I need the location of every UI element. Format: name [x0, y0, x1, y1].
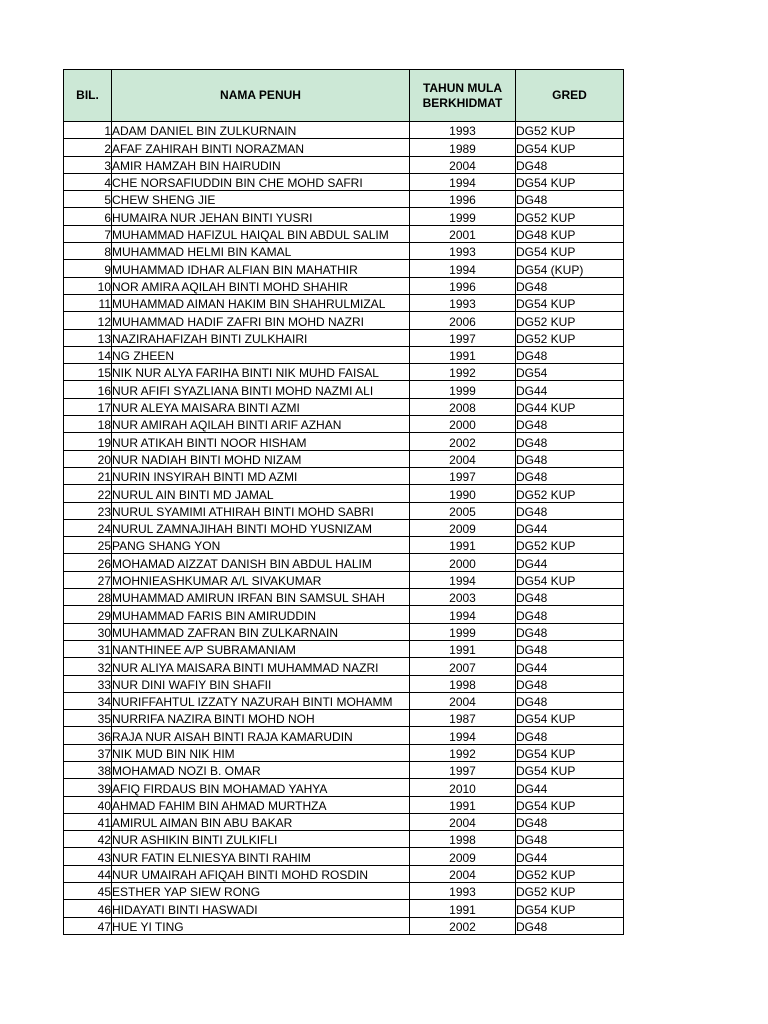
cell-tahun-mula: 1996	[410, 191, 516, 208]
cell-bil: 16	[64, 381, 112, 398]
cell-nama-penuh: NOR AMIRA AQILAH BINTI MOHD SHAHIR	[112, 277, 410, 294]
cell-gred: DG54 KUP	[516, 243, 624, 260]
cell-nama-penuh: AMIR HAMZAH BIN HAIRUDIN	[112, 156, 410, 173]
cell-tahun-mula: 1997	[410, 467, 516, 484]
cell-bil: 37	[64, 744, 112, 761]
cell-nama-penuh: NURUL ZAMNAJIHAH BINTI MOHD YUSNIZAM	[112, 519, 410, 536]
cell-nama-penuh: MOHNIEASHKUMAR A/L SIVAKUMAR	[112, 571, 410, 588]
cell-tahun-mula: 1993	[410, 883, 516, 900]
table-row	[64, 623, 624, 640]
cell-gred: DG44	[516, 519, 624, 536]
cell-tahun-mula: 2004	[410, 813, 516, 830]
table-row	[64, 761, 624, 778]
cell-tahun-mula: 2004	[410, 692, 516, 709]
cell-tahun-mula: 1996	[410, 277, 516, 294]
cell-nama-penuh: MUHAMMAD HADIF ZAFRI BIN MOHD NAZRI	[112, 312, 410, 329]
cell-gred: DG48	[516, 727, 624, 744]
cell-tahun-mula: 1993	[410, 294, 516, 311]
table-row	[64, 831, 624, 848]
cell-bil: 21	[64, 467, 112, 484]
cell-gred: DG48	[516, 433, 624, 450]
table-row	[64, 450, 624, 467]
cell-nama-penuh: NURUL SYAMIMI ATHIRAH BINTI MOHD SABRI	[112, 502, 410, 519]
cell-nama-penuh: MUHAMMAD HAFIZUL HAIQAL BIN ABDUL SALIM	[112, 225, 410, 242]
cell-bil: 12	[64, 312, 112, 329]
cell-bil: 13	[64, 329, 112, 346]
cell-tahun-mula: 1998	[410, 675, 516, 692]
cell-bil: 9	[64, 260, 112, 277]
table-row	[64, 467, 624, 484]
cell-bil: 40	[64, 796, 112, 813]
table-row	[64, 173, 624, 190]
cell-bil: 2	[64, 139, 112, 156]
cell-bil: 31	[64, 640, 112, 657]
cell-nama-penuh: NUR FATIN ELNIESYA BINTI RAHIM	[112, 848, 410, 865]
cell-tahun-mula: 2007	[410, 658, 516, 675]
cell-bil: 8	[64, 243, 112, 260]
table-row	[64, 398, 624, 415]
cell-gred: DG48	[516, 831, 624, 848]
table-row	[64, 640, 624, 657]
cell-bil: 34	[64, 692, 112, 709]
cell-tahun-mula: 1994	[410, 727, 516, 744]
table-row	[64, 571, 624, 588]
cell-bil: 41	[64, 813, 112, 830]
cell-tahun-mula: 1989	[410, 139, 516, 156]
cell-gred: DG54 KUP	[516, 710, 624, 727]
cell-gred: DG44	[516, 848, 624, 865]
table-row	[64, 900, 624, 917]
cell-nama-penuh: NURRIFA NAZIRA BINTI MOHD NOH	[112, 710, 410, 727]
cell-gred: DG54 KUP	[516, 900, 624, 917]
cell-gred: DG48	[516, 450, 624, 467]
cell-gred: DG52 KUP	[516, 312, 624, 329]
cell-gred: DG48	[516, 277, 624, 294]
cell-nama-penuh: ESTHER YAP SIEW RONG	[112, 883, 410, 900]
cell-gred: DG54 KUP	[516, 571, 624, 588]
table-row	[64, 191, 624, 208]
cell-nama-penuh: NUR ALIYA MAISARA BINTI MUHAMMAD NAZRI	[112, 658, 410, 675]
table-row	[64, 848, 624, 865]
cell-nama-penuh: NURIN INSYIRAH BINTI MD AZMI	[112, 467, 410, 484]
table-row	[64, 658, 624, 675]
cell-tahun-mula: 2009	[410, 848, 516, 865]
table-row	[64, 796, 624, 813]
cell-gred: DG44	[516, 381, 624, 398]
table-row	[64, 710, 624, 727]
cell-bil: 23	[64, 502, 112, 519]
cell-nama-penuh: NUR UMAIRAH AFIQAH BINTI MOHD ROSDIN	[112, 865, 410, 882]
cell-nama-penuh: MUHAMMAD IDHAR ALFIAN BIN MAHATHIR	[112, 260, 410, 277]
cell-gred: DG48	[516, 675, 624, 692]
cell-bil: 26	[64, 554, 112, 571]
table-row	[64, 779, 624, 796]
cell-tahun-mula: 1992	[410, 364, 516, 381]
cell-nama-penuh: MOHAMAD AIZZAT DANISH BIN ABDUL HALIM	[112, 554, 410, 571]
cell-gred: DG48	[516, 692, 624, 709]
table-row	[64, 675, 624, 692]
table-row	[64, 225, 624, 242]
cell-gred: DG48	[516, 191, 624, 208]
cell-gred: DG52 KUP	[516, 883, 624, 900]
cell-nama-penuh: AFAF ZAHIRAH BINTI NORAZMAN	[112, 139, 410, 156]
cell-nama-penuh: NUR AMIRAH AQILAH BINTI ARIF AZHAN	[112, 416, 410, 433]
cell-bil: 38	[64, 761, 112, 778]
cell-nama-penuh: MUHAMMAD FARIS BIN AMIRUDDIN	[112, 606, 410, 623]
table-row	[64, 416, 624, 433]
cell-gred: DG52 KUP	[516, 865, 624, 882]
cell-bil: 20	[64, 450, 112, 467]
cell-bil: 45	[64, 883, 112, 900]
cell-tahun-mula: 2002	[410, 433, 516, 450]
cell-bil: 39	[64, 779, 112, 796]
cell-bil: 29	[64, 606, 112, 623]
cell-gred: DG52 KUP	[516, 329, 624, 346]
cell-gred: DG52 KUP	[516, 208, 624, 225]
cell-nama-penuh: AFIQ FIRDAUS BIN MOHAMAD YAHYA	[112, 779, 410, 796]
table-row	[64, 589, 624, 606]
table-row	[64, 122, 624, 139]
cell-bil: 1	[64, 122, 112, 139]
table-row	[64, 502, 624, 519]
header-gred: GRED	[516, 70, 624, 122]
table-row	[64, 813, 624, 830]
cell-nama-penuh: NUR ATIKAH BINTI NOOR HISHAM	[112, 433, 410, 450]
cell-gred: DG44	[516, 658, 624, 675]
cell-tahun-mula: 2006	[410, 312, 516, 329]
table-row	[64, 381, 624, 398]
cell-gred: DG48	[516, 467, 624, 484]
table-row	[64, 208, 624, 225]
cell-tahun-mula: 2000	[410, 416, 516, 433]
cell-bil: 33	[64, 675, 112, 692]
cell-nama-penuh: HUE YI TING	[112, 917, 410, 934]
cell-bil: 36	[64, 727, 112, 744]
header-tahun-mula	[410, 70, 516, 122]
cell-gred: DG54	[516, 364, 624, 381]
cell-gred: DG54 KUP	[516, 761, 624, 778]
cell-gred: DG52 KUP	[516, 485, 624, 502]
cell-nama-penuh: NURIFFAHTUL IZZATY NAZURAH BINTI MOHAMM	[112, 692, 410, 709]
cell-tahun-mula: 1990	[410, 485, 516, 502]
table-row	[64, 519, 624, 536]
cell-nama-penuh: NUR ASHIKIN BINTI ZULKIFLI	[112, 831, 410, 848]
cell-gred: DG48	[516, 917, 624, 934]
table-row	[64, 865, 624, 882]
table-header	[64, 70, 624, 122]
table-row	[64, 139, 624, 156]
cell-gred: DG48	[516, 589, 624, 606]
cell-nama-penuh: MUHAMMAD HELMI BIN KAMAL	[112, 243, 410, 260]
header-bil: BIL.	[64, 70, 112, 122]
table-row	[64, 883, 624, 900]
cell-bil: 19	[64, 433, 112, 450]
cell-nama-penuh: NUR NADIAH BINTI MOHD NIZAM	[112, 450, 410, 467]
cell-tahun-mula: 1991	[410, 537, 516, 554]
table-row	[64, 433, 624, 450]
cell-tahun-mula: 1997	[410, 329, 516, 346]
table-row	[64, 606, 624, 623]
cell-gred: DG52 KUP	[516, 122, 624, 139]
cell-nama-penuh: NIK MUD BIN NIK HIM	[112, 744, 410, 761]
table-row	[64, 156, 624, 173]
cell-bil: 35	[64, 710, 112, 727]
cell-tahun-mula: 1993	[410, 122, 516, 139]
table-row	[64, 243, 624, 260]
cell-gred: DG52 KUP	[516, 537, 624, 554]
cell-bil: 5	[64, 191, 112, 208]
cell-bil: 44	[64, 865, 112, 882]
table-row	[64, 537, 624, 554]
cell-nama-penuh: NUR ALEYA MAISARA BINTI AZMI	[112, 398, 410, 415]
cell-bil: 43	[64, 848, 112, 865]
cell-tahun-mula: 2008	[410, 398, 516, 415]
cell-gred: DG54 KUP	[516, 796, 624, 813]
cell-gred: DG48	[516, 346, 624, 363]
cell-nama-penuh: MUHAMMAD AIMAN HAKIM BIN SHAHRULMIZAL	[112, 294, 410, 311]
cell-bil: 32	[64, 658, 112, 675]
table-row	[64, 917, 624, 934]
cell-nama-penuh: CHE NORSAFIUDDIN BIN CHE MOHD SAFRI	[112, 173, 410, 190]
header-nama-penuh: NAMA PENUH	[112, 70, 410, 122]
cell-nama-penuh: AMIRUL AIMAN BIN ABU BAKAR	[112, 813, 410, 830]
cell-tahun-mula: 1999	[410, 208, 516, 225]
cell-nama-penuh: NUR DINI WAFIY BIN SHAFII	[112, 675, 410, 692]
cell-tahun-mula: 1992	[410, 744, 516, 761]
table-row	[64, 692, 624, 709]
cell-bil: 4	[64, 173, 112, 190]
cell-tahun-mula: 2004	[410, 865, 516, 882]
cell-bil: 42	[64, 831, 112, 848]
cell-bil: 28	[64, 589, 112, 606]
cell-bil: 15	[64, 364, 112, 381]
cell-gred: DG48	[516, 606, 624, 623]
cell-bil: 17	[64, 398, 112, 415]
staff-table	[63, 69, 624, 935]
cell-tahun-mula: 2000	[410, 554, 516, 571]
cell-tahun-mula: 2001	[410, 225, 516, 242]
cell-tahun-mula: 1999	[410, 381, 516, 398]
cell-nama-penuh: RAJA NUR AISAH BINTI RAJA KAMARUDIN	[112, 727, 410, 744]
header-tahun-line1: TAHUN MULA	[422, 80, 503, 95]
cell-gred: DG54 KUP	[516, 139, 624, 156]
cell-bil: 14	[64, 346, 112, 363]
cell-nama-penuh: NIK NUR ALYA FARIHA BINTI NIK MUHD FAISAL	[112, 364, 410, 381]
cell-bil: 47	[64, 917, 112, 934]
cell-bil: 11	[64, 294, 112, 311]
cell-gred: DG44	[516, 554, 624, 571]
cell-bil: 10	[64, 277, 112, 294]
cell-bil: 30	[64, 623, 112, 640]
cell-bil: 3	[64, 156, 112, 173]
cell-tahun-mula: 1998	[410, 831, 516, 848]
cell-tahun-mula: 2004	[410, 156, 516, 173]
cell-bil: 25	[64, 537, 112, 554]
table-row	[64, 744, 624, 761]
cell-tahun-mula: 2003	[410, 589, 516, 606]
cell-tahun-mula: 1991	[410, 900, 516, 917]
cell-tahun-mula: 1993	[410, 243, 516, 260]
cell-bil: 18	[64, 416, 112, 433]
cell-bil: 22	[64, 485, 112, 502]
table-row	[64, 312, 624, 329]
cell-tahun-mula: 1999	[410, 623, 516, 640]
cell-nama-penuh: NUR AFIFI SYAZLIANA BINTI MOHD NAZMI ALI	[112, 381, 410, 398]
table-body	[64, 122, 624, 935]
cell-nama-penuh: NAZIRAHAFIZAH BINTI ZULKHAIRI	[112, 329, 410, 346]
cell-gred: DG48	[516, 813, 624, 830]
cell-nama-penuh: CHEW SHENG JIE	[112, 191, 410, 208]
cell-bil: 24	[64, 519, 112, 536]
cell-nama-penuh: MUHAMMAD ZAFRAN BIN ZULKARNAIN	[112, 623, 410, 640]
table-row	[64, 294, 624, 311]
cell-tahun-mula: 2005	[410, 502, 516, 519]
cell-nama-penuh: AHMAD FAHIM BIN AHMAD MURTHZA	[112, 796, 410, 813]
cell-bil: 27	[64, 571, 112, 588]
cell-nama-penuh: HIDAYATI BINTI HASWADI	[112, 900, 410, 917]
cell-tahun-mula: 1987	[410, 710, 516, 727]
cell-nama-penuh: NURUL AIN BINTI MD JAMAL	[112, 485, 410, 502]
table-row	[64, 727, 624, 744]
cell-gred: DG54 (KUP)	[516, 260, 624, 277]
cell-gred: DG48	[516, 640, 624, 657]
header-row	[64, 70, 624, 122]
cell-tahun-mula: 1994	[410, 606, 516, 623]
table-row	[64, 364, 624, 381]
cell-gred: DG44	[516, 779, 624, 796]
header-tahun-line2: BERKHIDMAT	[422, 95, 503, 110]
table-row	[64, 277, 624, 294]
cell-nama-penuh: ADAM DANIEL BIN ZULKURNAIN	[112, 122, 410, 139]
cell-gred: DG54 KUP	[516, 744, 624, 761]
cell-tahun-mula: 1994	[410, 571, 516, 588]
cell-nama-penuh: PANG SHANG YON	[112, 537, 410, 554]
table-row	[64, 485, 624, 502]
cell-nama-penuh: MUHAMMAD AMIRUN IRFAN BIN SAMSUL SHAH	[112, 589, 410, 606]
cell-tahun-mula: 2009	[410, 519, 516, 536]
cell-gred: DG48 KUP	[516, 225, 624, 242]
table-row	[64, 346, 624, 363]
cell-bil: 46	[64, 900, 112, 917]
cell-nama-penuh: HUMAIRA NUR JEHAN BINTI YUSRI	[112, 208, 410, 225]
table-row	[64, 554, 624, 571]
cell-nama-penuh: MOHAMAD NOZI B. OMAR	[112, 761, 410, 778]
table-row	[64, 260, 624, 277]
cell-tahun-mula: 1991	[410, 796, 516, 813]
cell-gred: DG54 KUP	[516, 294, 624, 311]
cell-nama-penuh: NANTHINEE A/P SUBRAMANIAM	[112, 640, 410, 657]
cell-tahun-mula: 1994	[410, 173, 516, 190]
cell-gred: DG54 KUP	[516, 173, 624, 190]
cell-gred: DG48	[516, 416, 624, 433]
cell-gred: DG48	[516, 502, 624, 519]
cell-tahun-mula: 1991	[410, 346, 516, 363]
cell-gred: DG44 KUP	[516, 398, 624, 415]
cell-nama-penuh: NG ZHEEN	[112, 346, 410, 363]
cell-tahun-mula: 2002	[410, 917, 516, 934]
cell-tahun-mula: 1994	[410, 260, 516, 277]
cell-bil: 6	[64, 208, 112, 225]
cell-bil: 7	[64, 225, 112, 242]
cell-gred: DG48	[516, 156, 624, 173]
cell-tahun-mula: 1991	[410, 640, 516, 657]
cell-tahun-mula: 2004	[410, 450, 516, 467]
cell-gred: DG48	[516, 623, 624, 640]
table-row	[64, 329, 624, 346]
cell-tahun-mula: 1997	[410, 761, 516, 778]
cell-tahun-mula: 2010	[410, 779, 516, 796]
